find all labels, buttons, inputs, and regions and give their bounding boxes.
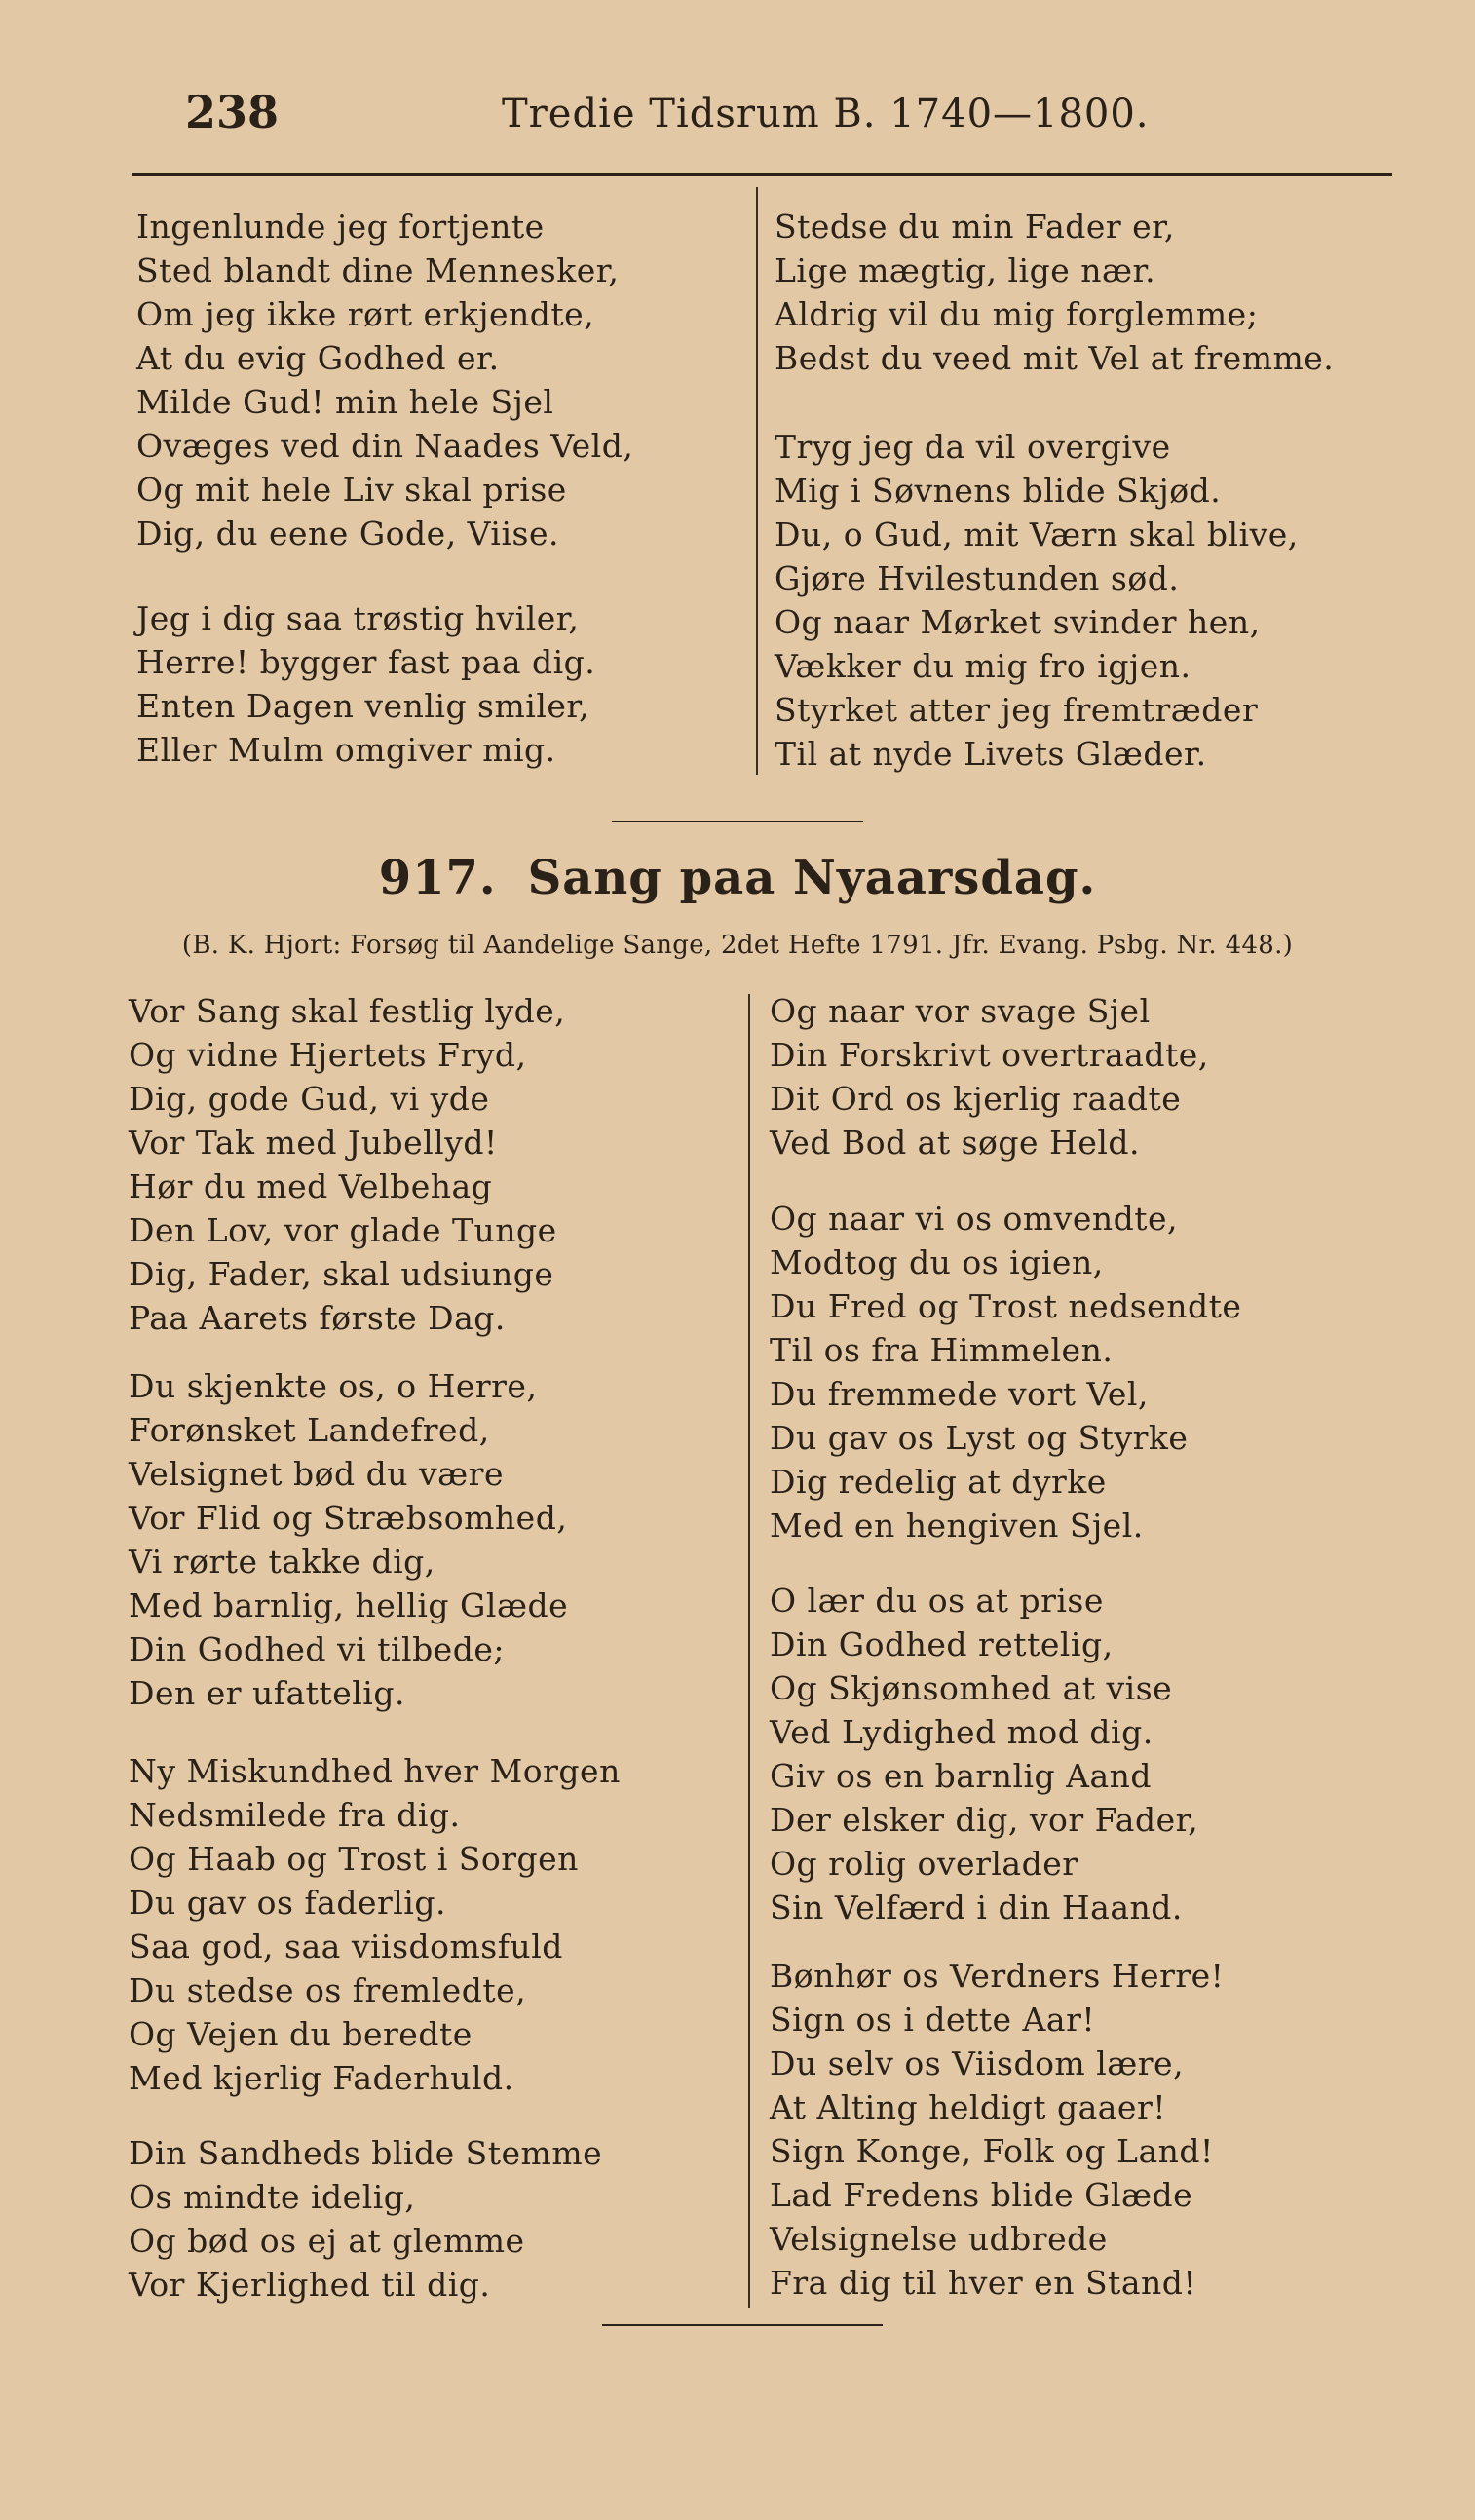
verse-line: Sign Konge, Folk og Land! xyxy=(770,2132,1214,2170)
verse-line: Der elsker dig, vor Fader, xyxy=(770,1801,1199,1839)
verse-line: Giv os en barnlig Aand xyxy=(770,1757,1153,1795)
stanza-right-2 xyxy=(770,1197,1241,1547)
verse-line: Dig redelig at dyrke xyxy=(770,1463,1107,1501)
verse-line: Du gav os faderlig. xyxy=(129,1884,446,1922)
stanza-prev-right-1 xyxy=(775,205,1334,380)
verse-line: Vækker du mig fro igjen. xyxy=(775,647,1191,685)
verse-line: Og Skjønsomhed at vise xyxy=(770,1669,1173,1707)
verse-line: At du evig Godhed er. xyxy=(136,339,500,377)
verse-line: Sted blandt dine Mennesker, xyxy=(136,251,620,289)
verse-line: Din Godhed vi tilbede; xyxy=(129,1630,505,1668)
stanza-left-4 xyxy=(129,2131,602,2307)
verse-line: Din Godhed rettelig, xyxy=(770,1625,1114,1663)
verse-line: Ingenlunde jeg fortjente xyxy=(136,208,545,246)
verse-line: Milde Gud! min hele Sjel xyxy=(136,383,554,421)
verse-line: Dig, gode Gud, vi yde xyxy=(129,1080,490,1118)
verse-line: Dig, du eene Gode, Viise. xyxy=(136,515,559,553)
verse-line: Vor Kjerlighed til dig. xyxy=(129,2266,491,2304)
verse-line: Du selv os Viisdom lære, xyxy=(770,2044,1185,2082)
stanza-left-2 xyxy=(129,1364,568,1715)
verse-line: Og Vejen du beredte xyxy=(129,2015,473,2053)
running-head: Tredie Tidsrum B. 1740—1800. xyxy=(502,92,1150,136)
verse-line: Og mit hele Liv skal prise xyxy=(136,471,567,509)
verse-line: Sign os i dette Aar! xyxy=(770,2001,1096,2039)
verse-line: Og vidne Hjertets Fryd, xyxy=(129,1036,527,1074)
verse-line: Eller Mulm omgiver mig. xyxy=(136,731,556,769)
end-divider xyxy=(602,2324,883,2326)
verse-line: Du skjenkte os, o Herre, xyxy=(129,1367,538,1405)
verse-line: Den Lov, vor glade Tunge xyxy=(129,1211,557,1249)
verse-line: Og naar vor svage Sjel xyxy=(770,992,1151,1030)
verse-line: Enten Dagen venlig smiler, xyxy=(136,687,590,725)
verse-line: Sin Velfærd i din Haand. xyxy=(770,1889,1183,1927)
verse-line: Tryg jeg da vil overgive xyxy=(775,428,1171,466)
header-rule xyxy=(132,173,1392,176)
stanza-right-4 xyxy=(770,1954,1224,2305)
verse-line: Velsignet bød du være xyxy=(129,1455,504,1493)
stanza-right-3 xyxy=(770,1579,1198,1929)
verse-line: Du Fred og Trost nedsendte xyxy=(770,1287,1242,1325)
verse-line: Og Haab og Trost i Sorgen xyxy=(129,1840,579,1878)
song-number: 917. xyxy=(378,851,497,905)
verse-line: Til os fra Himmelen. xyxy=(770,1331,1114,1369)
verse-line: Med kjerlig Faderhuld. xyxy=(129,2059,514,2097)
verse-line: Fra dig til hver en Stand! xyxy=(770,2264,1197,2302)
verse-line: At Alting heldigt gaaer! xyxy=(770,2088,1167,2126)
verse-line: Og rolig overlader xyxy=(770,1845,1078,1883)
verse-line: Og naar vi os omvendte, xyxy=(770,1200,1179,1238)
column-separator-bottom xyxy=(748,994,750,2308)
verse-line: Forønsket Landefred, xyxy=(129,1411,490,1449)
verse-line: Ny Miskundhed hver Morgen xyxy=(129,1752,621,1790)
verse-line: Vi rørte takke dig, xyxy=(129,1543,435,1581)
verse-line: Om jeg ikke rørt erkjendte, xyxy=(136,295,595,333)
verse-line: Lad Fredens blide Glæde xyxy=(770,2176,1193,2214)
verse-line: Ovæges ved din Naades Veld, xyxy=(136,427,634,465)
page-header xyxy=(132,86,1388,144)
verse-line: O lær du os at prise xyxy=(770,1582,1104,1620)
verse-line: Bønhør os Verdners Herre! xyxy=(770,1957,1225,1995)
verse-line: Og bød os ej at glemme xyxy=(129,2222,525,2260)
verse-line: Ved Lydighed mod dig. xyxy=(770,1713,1154,1751)
stanza-right-1 xyxy=(770,989,1209,1165)
verse-line: Med barnlig, hellig Glæde xyxy=(129,1586,569,1624)
verse-line: Saa god, saa viisdomsfuld xyxy=(129,1928,563,1966)
column-separator-top xyxy=(756,187,758,775)
verse-line: Ved Bod at søge Held. xyxy=(770,1124,1141,1162)
verse-line: Du fremmede vort Vel, xyxy=(770,1375,1149,1413)
verse-line: Gjøre Hvilestunden sød. xyxy=(775,559,1180,597)
verse-line: Modtog du os igien, xyxy=(770,1243,1104,1281)
verse-line: Nedsmilede fra dig. xyxy=(129,1796,461,1834)
stanza-prev-left-1 xyxy=(136,205,633,555)
verse-line: Din Forskrivt overtraadte, xyxy=(770,1036,1209,1074)
verse-line: Hør du med Velbehag xyxy=(129,1167,493,1205)
stanza-prev-right-2 xyxy=(775,425,1299,776)
verse-line: Med en hengiven Sjel. xyxy=(770,1507,1144,1545)
verse-line: Dit Ord os kjerlig raadte xyxy=(770,1080,1182,1118)
song-heading xyxy=(0,851,1475,905)
verse-line: Herre! bygger fast paa dig. xyxy=(136,643,596,681)
verse-line: Styrket atter jeg fremtræder xyxy=(775,691,1259,729)
verse-line: Vor Flid og Stræbsomhed, xyxy=(129,1499,568,1537)
stanza-left-3 xyxy=(129,1749,621,2100)
verse-line: Vor Tak med Jubellyd! xyxy=(129,1124,498,1162)
page-number: 238 xyxy=(185,86,280,138)
verse-line: Den er ufattelig. xyxy=(129,1674,405,1712)
verse-line: Os mindte idelig, xyxy=(129,2178,416,2216)
verse-line: Jeg i dig saa trøstig hviler, xyxy=(136,599,580,637)
verse-line: Du, o Gud, mit Værn skal blive, xyxy=(775,515,1299,554)
verse-line: Du stedse os fremledte, xyxy=(129,1971,527,2009)
verse-line: Stedse du min Fader er, xyxy=(775,208,1175,246)
verse-line: Til at nyde Livets Glæder. xyxy=(775,735,1207,773)
verse-line: Bedst du veed mit Vel at fremme. xyxy=(775,339,1335,377)
verse-line: Paa Aarets første Dag. xyxy=(129,1299,506,1337)
verse-line: Mig i Søvnens blide Skjød. xyxy=(775,472,1222,510)
verse-line: Aldrig vil du mig forglemme; xyxy=(775,295,1259,333)
verse-line: Og naar Mørket svinder hen, xyxy=(775,603,1261,641)
verse-line: Vor Sang skal festlig lyde, xyxy=(129,992,566,1030)
verse-line: Din Sandheds blide Stemme xyxy=(129,2134,603,2172)
verse-line: Du gav os Lyst og Styrke xyxy=(770,1419,1189,1457)
verse-line: Velsignelse udbrede xyxy=(770,2220,1108,2258)
section-divider xyxy=(612,821,863,822)
song-title: Sang paa Nyaarsdag. xyxy=(527,851,1097,905)
verse-line: Lige mægtig, lige nær. xyxy=(775,251,1156,289)
song-source: (B. K. Hjort: Forsøg til Aandelige Sange, 2det Hefte 1791. Jfr. Evang. Psbg. Nr. 448.) xyxy=(181,931,1294,960)
stanza-prev-left-2 xyxy=(136,596,595,772)
verse-line: Dig, Fader, skal udsiunge xyxy=(129,1255,554,1293)
stanza-left-1 xyxy=(129,989,565,1340)
